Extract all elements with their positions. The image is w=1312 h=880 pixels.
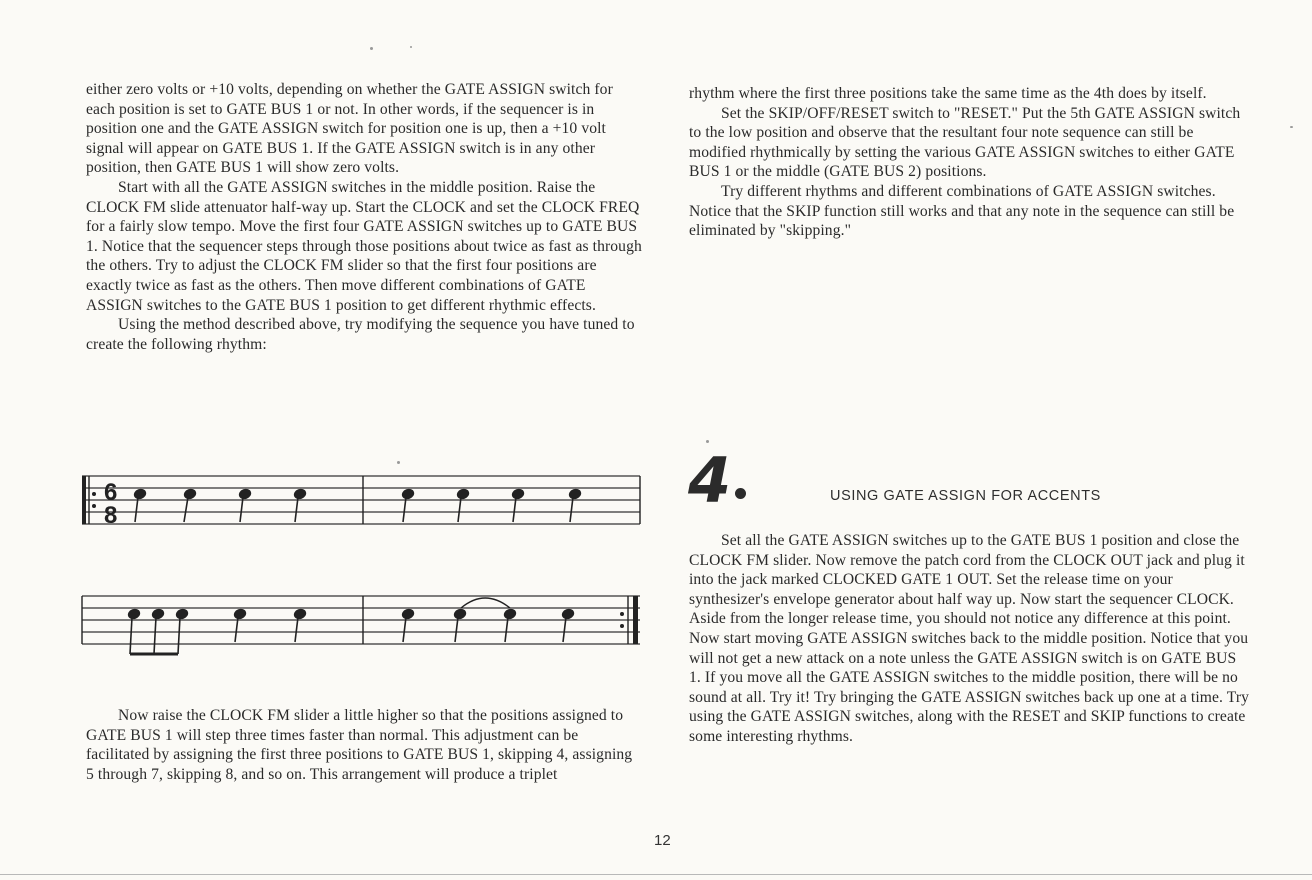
paragraph-triplet-setup: Now raise the CLOCK FM slider a little higher so that the positions assigned to GATE BUS 1 will step three times faster than normal. This adjustment can be facilitated by assigning the first three positions to GATE BUS 1, skipping 4, assigning 5 through 7, skipping 8, and so on. This arrangement will produce a triplet [86, 707, 633, 783]
eighth-note [293, 608, 306, 642]
left-column-bottom-text [86, 706, 642, 784]
eighth-note [238, 488, 251, 522]
paragraph-try-rhythms: Try different rhythms and different combinations of GATE ASSIGN switches. Notice that the SKIP function still works and that any note in the sequence can still be eliminated by "skipping." [689, 182, 1235, 240]
section-title: USING GATE ASSIGN FOR ACCENTS [830, 488, 1101, 504]
paragraph-accents-instructions: Set all the GATE ASSIGN switches up to the GATE BUS 1 position and close the CLOCK FM slider. Now remove the patch cord from the CLOCK OUT jack and plug it into the jack marked CLOCKED GATE 1 OUT. Set the release time on your synthesizer's envelope generator about half way up. Now start the sequencer CLOCK. Aside from the longer release time, you should not notice any difference at this point. Now start moving GATE ASSIGN switches back to the middle position. Notice that you will not get a new attack on a note unless the GATE ASSIGN switch is on GATE BUS 1. If you move all the GATE ASSIGN switches to the middle position, there will be no sound at all. Try it! Try bringing the GATE ASSIGN switches back up one at a time. Try using the GATE ASSIGN switches, along with the RESET and SKIP functions to create some interesting rhythms. [689, 532, 1250, 745]
left-column-top-text [86, 80, 642, 354]
triplet-eighth-note [175, 608, 188, 654]
section-number-dot [735, 488, 746, 499]
eighth-note [233, 608, 246, 642]
paragraph-skip-reset: Set the SKIP/OFF/RESET switch to "RESET." Put the 5th GATE ASSIGN switch to the low position and observe that the resultant four note sequence can still be modified rhythmically by setting the various GATE ASSIGN switches to either GATE BUS 1 or the middle (GATE BUS 2) positions. [689, 104, 1241, 181]
paragraph-rhythm-continuation: rhythm where the first three positions take the same time as the 4th does by itself. [689, 85, 1207, 102]
start-repeat-thick-bar [82, 476, 86, 524]
eighth-note [401, 488, 414, 522]
eighth-note [183, 488, 196, 522]
eighth-note [568, 488, 581, 522]
music-staff-line-1 [80, 470, 645, 530]
tie [461, 598, 510, 608]
eighth-note [503, 608, 516, 642]
page-number: 12 [654, 832, 671, 849]
eighth-note [561, 608, 574, 642]
triplet-eighth-note [127, 608, 140, 654]
scan-edge-line [0, 874, 1312, 875]
paragraph-gate-bus-voltage: either zero volts or +10 volts, depending on whether the GATE ASSIGN switch for each position is set to GATE BUS 1 or not. In other words, if the sequencer is in position one and the GATE ASSIGN switch for position one is up, then a +10 volt signal will appear on GATE BUS 1. If the GATE ASSIGN switch is in any other position, then GATE BUS 1 will show zero volts. [86, 81, 613, 177]
music-staff-line-2 [80, 590, 645, 670]
right-column-section-body [689, 531, 1249, 747]
scan-speck [397, 461, 400, 464]
triplet-eighth-note [151, 608, 164, 654]
eighth-note [133, 470, 146, 500]
time-signature-numerator: 6 [104, 479, 118, 506]
end-repeat-thick-bar [633, 596, 638, 644]
right-column-top-text [689, 84, 1249, 241]
section-number: 4 [688, 444, 732, 517]
time-signature-denominator: 8 [104, 502, 118, 529]
scan-speck [410, 46, 412, 48]
scan-speck [1290, 126, 1293, 128]
eighth-note [511, 488, 524, 522]
scan-speck [706, 440, 709, 443]
eighth-note [456, 488, 469, 522]
eighth-note [453, 608, 466, 642]
paragraph-start-middle-position: Start with all the GATE ASSIGN switches in the middle position. Raise the CLOCK FM slide attenuator half-way up. Start the CLOCK and set the CLOCK FREQ for a fairly slow tempo. Move the first four GATE ASSIGN switches up to GATE BUS 1. Notice that the sequencer steps through those positions about twice as fast as through the others. Try to adjust the CLOCK FM slider so that the first four positions are exactly twice as fast as the others. Then move different combinations of GATE ASSIGN switches to the GATE BUS 1 position to get different rhythmic effects. [86, 178, 642, 314]
paragraph-modify-sequence: Using the method described above, try modifying the sequence you have tuned to create the following rhythm: [86, 316, 635, 353]
eighth-note [293, 488, 306, 522]
scan-speck [370, 47, 373, 50]
eighth-note [401, 608, 414, 642]
